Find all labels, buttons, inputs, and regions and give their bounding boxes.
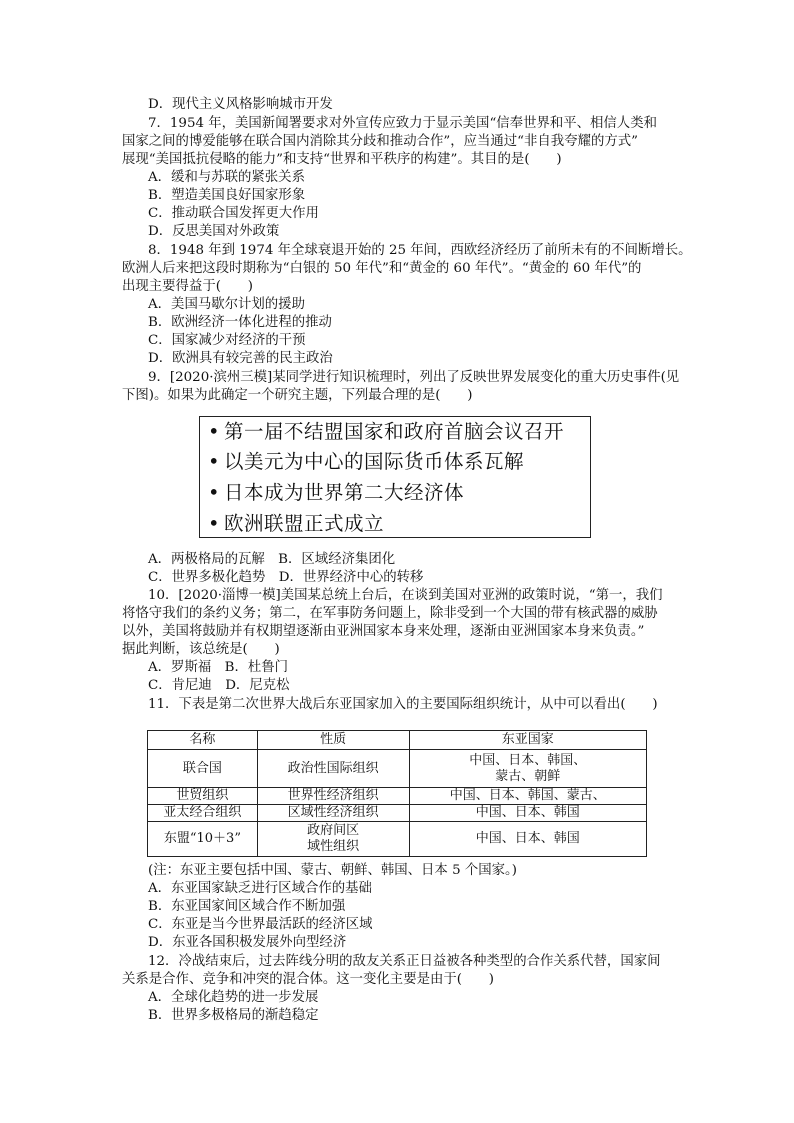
q8-option-c: C．国家减少对经济的干预 [148, 333, 306, 348]
event-text: 欧洲联盟正式成立 [224, 512, 385, 535]
table-cell: 政治性国际组织 [257, 750, 409, 788]
event-item [208, 511, 384, 537]
table-cell: 世界性经济组织 [257, 788, 409, 805]
q10-options-cd: C．肯尼迪 D．尼克松 [148, 678, 290, 693]
q10-stem-line-4: 据此判断，该总统是( ) [122, 642, 280, 657]
q12-stem-line-1: 12．冷战结束后，过去阵线分明的敌友关系正日益被各种类型的合作关系代替，国家间 [148, 954, 661, 969]
q9-options-cd: C．世界多极化趋势 D．世界经济中心的转移 [148, 570, 424, 585]
table-cell: 中国、日本、韩国 [409, 805, 647, 822]
event-item [208, 449, 524, 475]
table-cell: 联合国 [148, 750, 258, 788]
q8-option-b: B．欧洲经济一体化进程的推动 [148, 315, 332, 330]
q8-stem-line-2: 欧洲人后来把这段时期称为“白银的 50 年代”和“黄金的 60 年代”。“黄金的 60 年代”的 [122, 261, 642, 276]
q11-option-d: D．东亚各国积极发展外向型经济 [148, 935, 347, 950]
bullet-icon: • [208, 481, 221, 504]
table-cell: 东盟“10＋3” [148, 822, 258, 857]
table-header: 性质 [257, 731, 409, 750]
q7-option-d: D．反思美国对外政策 [148, 224, 280, 239]
q9-options-ab: A．两极格局的瓦解 B．区域经济集团化 [148, 552, 396, 567]
bullet-icon: • [208, 512, 221, 535]
q8-stem-line-1: 8．1948 年到 1974 年全球衰退开始的 25 年间，西欧经济经历了前所未有的不间断增长。 [148, 243, 692, 258]
table-header-row [148, 731, 647, 750]
q11-option-c: C．东亚是当今世界最活跃的经济区域 [148, 917, 373, 932]
q10-stem-line-3: 以外，美国将鼓励并有权期望逐渐由亚洲国家本身来处理，逐渐由亚洲国家本身来负责。” [122, 624, 645, 639]
q11-option-a: A．东亚国家缺乏进行区域合作的基础 [148, 881, 372, 896]
q12-stem-line-2: 关系是合作、竞争和冲突的混合体。这一变化主要是由于( ) [122, 972, 494, 987]
q7-stem-line-2: 国家之间的博爱能够在联合国内消除其分歧和推动合作”，应当通过“非自我夸耀的方式” [122, 134, 638, 149]
table-row [148, 750, 647, 788]
q9-stem-line-1: 9．[2020·滨州三模]某同学进行知识梳理时，列出了反映世界发展变化的重大历史事件(见 [148, 370, 680, 385]
table-cell: 中国、日本、韩国 [409, 822, 647, 857]
table-cell: 政府间区 域性组织 [257, 822, 409, 857]
table-cell: 世贸组织 [148, 788, 258, 805]
q7-option-c: C．推动联合国发挥更大作用 [148, 206, 319, 221]
q7-option-a: A．缓和与苏联的紧张关系 [148, 170, 305, 185]
table-row [148, 822, 647, 857]
q7-stem-line-1: 7．1954 年，美国新闻署要求对外宣传应致力于显示美国“信奉世界和平、相信人类和 [148, 116, 657, 131]
table-header: 名称 [148, 731, 258, 750]
q7-option-b: B．塑造美国良好国家形象 [148, 188, 306, 203]
q8-option-a: A．美国马歇尔计划的援助 [148, 297, 305, 312]
q11-stem: 11．下表是第二次世界大战后东亚国家加入的主要国际组织统计，从中可以看出( ) [148, 697, 658, 712]
event-item [208, 419, 564, 445]
q10-stem-line-1: 10．[2020·淄博一模]美国某总统上台后，在谈到美国对亚洲的政策时说，“第一，我们 [148, 588, 663, 603]
q7-stem-line-3: 展现“美国抵抗侵略的能力”和支持“世界和平秩序的构建”。其目的是( ) [122, 152, 562, 167]
bullet-icon: • [208, 450, 221, 473]
events-box [199, 416, 591, 538]
q11-option-b: B．东亚国家间区域合作不断加强 [148, 899, 346, 914]
table-cell: 中国、日本、韩国、 蒙古、朝鲜 [409, 750, 647, 788]
table-row [148, 805, 647, 822]
event-text: 日本成为世界第二大经济体 [224, 481, 465, 504]
q10-stem-line-2: 将恪守我们的条约义务；第二，在军事防务问题上，除非受到一个大国的带有核武器的威胁 [122, 606, 658, 621]
table-row [148, 788, 647, 805]
table-cell: 中国、日本、韩国、蒙古、 [409, 788, 647, 805]
q10-options-ab: A．罗斯福 B．杜鲁门 [148, 660, 289, 675]
q9-stem-line-2: 下图)。如果为此确定一个研究主题，下列最合理的是( ) [122, 388, 473, 403]
q8-stem-line-3: 出现主要得益于( ) [122, 279, 253, 294]
q12-option-a: A．全球化趋势的进一步发展 [148, 990, 319, 1005]
event-text: 第一届不结盟国家和政府首脑会议召开 [224, 420, 565, 443]
table-cell: 区域性经济组织 [257, 805, 409, 822]
event-text: 以美元为中心的国际货币体系瓦解 [224, 450, 525, 473]
q6-option-d: D．现代主义风格影响城市开发 [148, 97, 333, 112]
table-header: 东亚国家 [409, 731, 647, 750]
q11-note: (注：东亚主要包括中国、蒙古、朝鲜、韩国、日本 5 个国家。) [148, 863, 517, 878]
organizations-table [147, 730, 647, 857]
q8-option-d: D．欧洲具有较完善的民主政治 [148, 351, 333, 366]
event-item [208, 480, 464, 506]
bullet-icon: • [208, 420, 221, 443]
table-cell: 亚太经合组织 [148, 805, 258, 822]
q12-option-b: B．世界多极格局的渐趋稳定 [148, 1008, 319, 1023]
